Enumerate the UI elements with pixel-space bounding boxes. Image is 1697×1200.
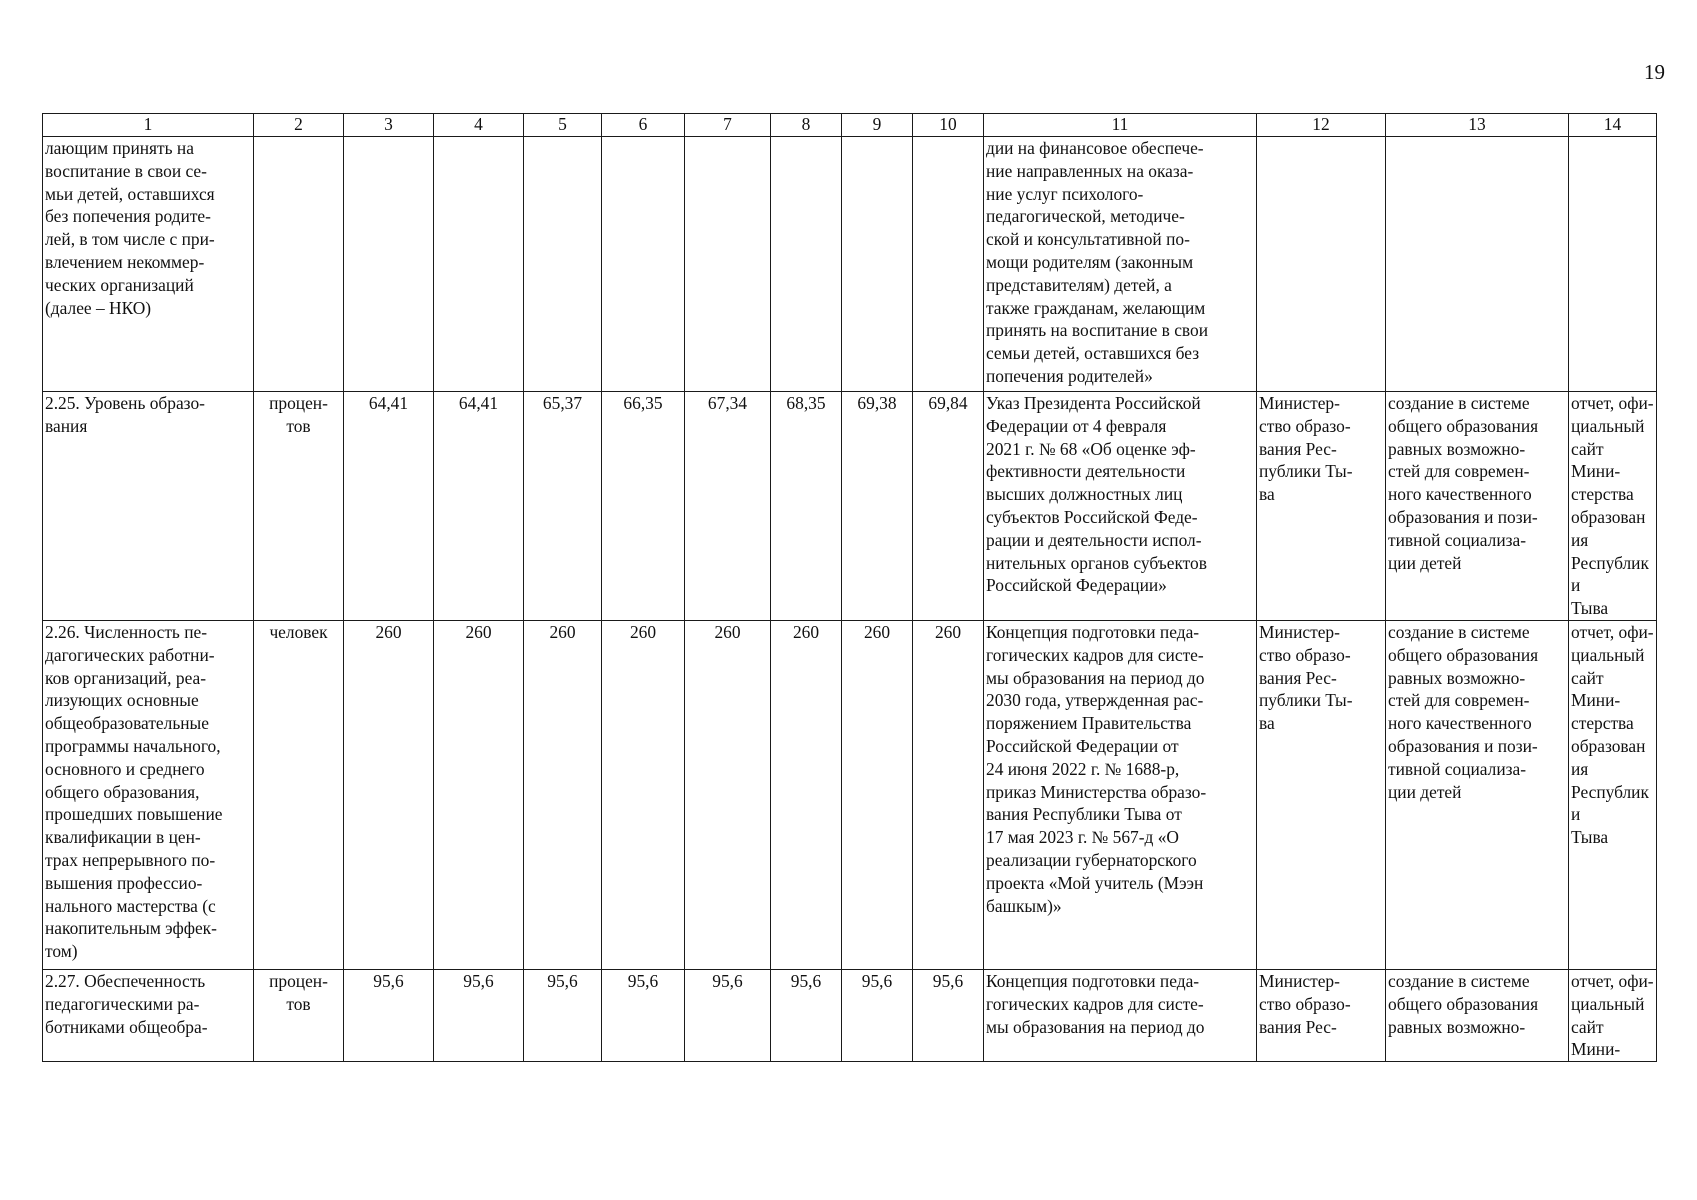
indicator-cell: лающим принять на воспитание в свои се- мьи детей, оставшихся без попечения родите- лей, в том числе с при- влечением некоммер- ческих организаций (далее – НКО) (43, 137, 254, 392)
responsible-cell: Министер- ство образо- вания Рес- публики Ты- ва (1257, 620, 1386, 969)
table-row (43, 137, 1657, 392)
value-cell: 95,6 (344, 969, 434, 1061)
value-cell: 95,6 (771, 969, 842, 1061)
value-cell (842, 137, 913, 392)
unit-cell (254, 137, 344, 392)
value-cell: 260 (842, 620, 913, 969)
value-cell: 67,34 (685, 392, 771, 621)
unit-cell: процен- тов (254, 969, 344, 1061)
value-cell: 260 (685, 620, 771, 969)
source-cell (1569, 137, 1657, 392)
result-cell: создание в системе общего образования равных возможно- стей для современ- ного качественного образования и пози- тивной социализа- ции детей (1386, 392, 1569, 621)
table-row (43, 392, 1657, 621)
result-cell (1386, 137, 1569, 392)
page-number: 19 (1644, 60, 1665, 84)
value-cell: 260 (771, 620, 842, 969)
unit-cell: процен- тов (254, 392, 344, 621)
source-cell: отчет, офи- циальный сайт Мини- (1569, 969, 1657, 1061)
source-cell: отчет, офи- циальный сайт Мини- стерства образования Республики Тыва (1569, 392, 1657, 621)
responsible-cell (1257, 137, 1386, 392)
table-row (43, 620, 1657, 969)
value-cell (685, 137, 771, 392)
value-cell: 260 (913, 620, 984, 969)
indicator-cell: 2.27. Обеспеченность педагогическими ра- ботниками общеобра- (43, 969, 254, 1061)
value-cell: 65,37 (524, 392, 602, 621)
value-cell: 95,6 (602, 969, 685, 1061)
value-cell: 260 (434, 620, 524, 969)
indicator-cell: 2.26. Численность пе- дагогических работни- ков организаций, реа- лизующих основные общеобразовательные программы начального, основного и среднего общего образования, прошедших повышение квалификации в цен- трах непрерывного по- вышения профессио- нального мастерства (с накопительным эффек- том) (43, 620, 254, 969)
value-cell (524, 137, 602, 392)
column-number: 5 (524, 114, 602, 137)
value-cell: 64,41 (344, 392, 434, 621)
value-cell: 95,6 (524, 969, 602, 1061)
value-cell: 95,6 (842, 969, 913, 1061)
column-number: 12 (1257, 114, 1386, 137)
result-cell: создание в системе общего образования равных возможно- (1386, 969, 1569, 1061)
value-cell: 95,6 (434, 969, 524, 1061)
result-cell: создание в системе общего образования равных возможно- стей для современ- ного качественного образования и пози- тивной социализа- ции детей (1386, 620, 1569, 969)
value-cell: 260 (602, 620, 685, 969)
column-number: 11 (984, 114, 1257, 137)
responsible-cell: Министер- ство образо- вания Рес- (1257, 969, 1386, 1061)
value-cell: 95,6 (685, 969, 771, 1061)
column-number: 10 (913, 114, 984, 137)
value-cell: 69,84 (913, 392, 984, 621)
column-number: 4 (434, 114, 524, 137)
value-cell: 260 (344, 620, 434, 969)
value-cell (344, 137, 434, 392)
value-cell (771, 137, 842, 392)
value-cell: 66,35 (602, 392, 685, 621)
source-cell: отчет, офи- циальный сайт Мини- стерства образования Республики Тыва (1569, 620, 1657, 969)
column-number: 7 (685, 114, 771, 137)
indicators-table (42, 113, 1657, 1062)
column-number: 14 (1569, 114, 1657, 137)
indicator-cell: 2.25. Уровень образо- вания (43, 392, 254, 621)
unit-cell: человек (254, 620, 344, 969)
basis-cell: Концепция подготовки педа- гогических кадров для систе- мы образования на период до (984, 969, 1257, 1061)
responsible-cell: Министер- ство образо- вания Рес- публики Ты- ва (1257, 392, 1386, 621)
column-number-row (43, 114, 1657, 137)
basis-cell: Концепция подготовки педа- гогических кадров для систе- мы образования на период до 2030 года, утвержденная рас- поряжением Правительства Российской Федерации от 24 июня 2022 г. № 1688-р, приказ Министерства образо- вания Республики Тыва от 17 мая 2023 г. № 567-д «О реализации губернаторского проекта «Мой учитель (Мээн башкым)» (984, 620, 1257, 969)
basis-cell: дии на финансовое обеспече- ние направленных на оказа- ние услуг психолого- педагогической, методиче- ской и консультативной по- мощи родителям (законным представителям) детей, а также гражданам, желающим принять на воспитание в свои семьи детей, оставшихся без попечения родителей» (984, 137, 1257, 392)
column-number: 1 (43, 114, 254, 137)
basis-cell: Указ Президента Российской Федерации от 4 февраля 2021 г. № 68 «Об оценке эф- фективности деятельности высших должностных лиц субъектов Российской Феде- рации и деятельности испол- нительных органов субъектов Российской Федерации» (984, 392, 1257, 621)
value-cell (434, 137, 524, 392)
value-cell (602, 137, 685, 392)
column-number: 13 (1386, 114, 1569, 137)
value-cell: 64,41 (434, 392, 524, 621)
value-cell (913, 137, 984, 392)
value-cell: 69,38 (842, 392, 913, 621)
value-cell: 68,35 (771, 392, 842, 621)
column-number: 2 (254, 114, 344, 137)
value-cell: 260 (524, 620, 602, 969)
value-cell: 95,6 (913, 969, 984, 1061)
column-number: 3 (344, 114, 434, 137)
table-row (43, 969, 1657, 1061)
column-number: 8 (771, 114, 842, 137)
column-number: 9 (842, 114, 913, 137)
column-number: 6 (602, 114, 685, 137)
